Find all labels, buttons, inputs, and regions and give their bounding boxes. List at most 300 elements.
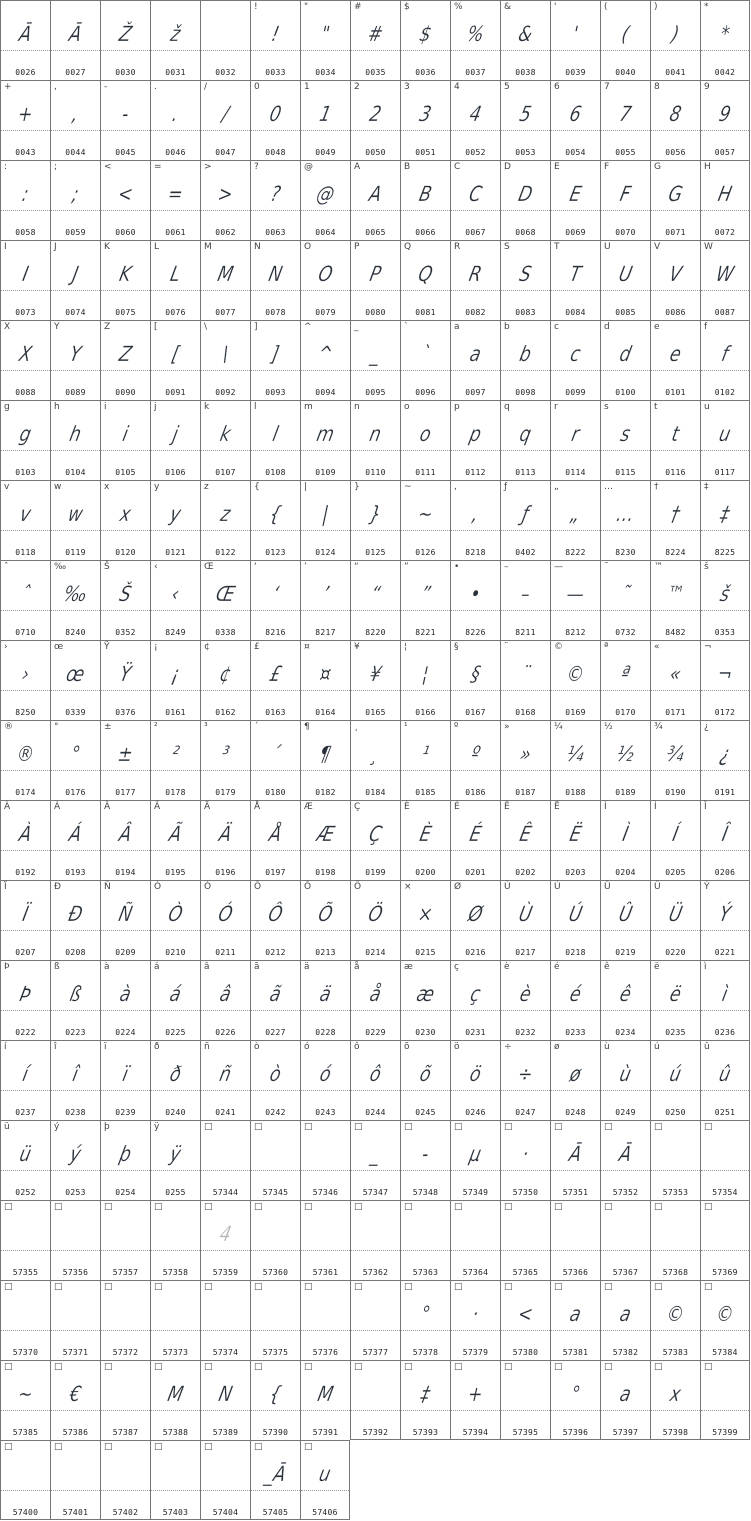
baseline-divider	[101, 1490, 150, 1491]
glyph-char-label: □	[54, 1282, 63, 1292]
glyph-char-label: ý	[54, 1122, 60, 1132]
glyph-cell	[650, 560, 700, 640]
glyph-char-label: z	[204, 482, 209, 492]
glyph-code: 8482	[665, 628, 686, 637]
baseline-divider	[51, 1010, 100, 1011]
glyph-cell	[250, 0, 300, 80]
glyph-sample: a	[617, 1382, 634, 1406]
glyph-sample: Ò	[166, 902, 185, 926]
glyph-cell	[400, 1120, 450, 1200]
glyph-char-label: ø	[554, 1042, 560, 1052]
glyph-char-label: □	[4, 1202, 13, 1212]
glyph-cell	[600, 1200, 650, 1280]
glyph-char-label: w	[54, 482, 62, 492]
glyph-code: 0237	[15, 1108, 36, 1117]
glyph-cell	[700, 400, 750, 480]
glyph-code: 0188	[565, 788, 586, 797]
glyph-cell	[600, 80, 650, 160]
glyph-code: 57349	[462, 1188, 489, 1197]
glyph-sample: a	[617, 1302, 634, 1326]
glyph-sample: :	[20, 182, 31, 206]
glyph-sample	[652, 1137, 699, 1171]
glyph-sample: „	[568, 502, 583, 526]
glyph-code: 57401	[62, 1508, 89, 1517]
glyph-code: 57368	[662, 1268, 689, 1277]
glyph-sample	[302, 1297, 349, 1331]
glyph-char-label: 8	[654, 82, 660, 92]
glyph-char-label: □	[604, 1122, 613, 1132]
glyph-cell	[600, 0, 650, 80]
glyph-sample: i	[120, 422, 131, 446]
glyph-cell	[450, 320, 500, 400]
baseline-divider	[301, 1490, 349, 1491]
glyph-code: 57392	[362, 1428, 389, 1437]
baseline-divider	[701, 1410, 749, 1411]
glyph-cell	[200, 480, 250, 560]
glyph-code: 0732	[615, 628, 636, 637]
baseline-divider	[651, 1090, 700, 1091]
glyph-sample: μ	[467, 1142, 484, 1166]
glyph-code: 0093	[265, 388, 286, 397]
baseline-divider	[351, 370, 400, 371]
glyph-char-label: r	[554, 402, 558, 412]
glyph-cell	[500, 1360, 550, 1440]
glyph-code: 0036	[415, 68, 436, 77]
baseline-divider	[351, 450, 400, 451]
glyph-char-label: □	[404, 1282, 413, 1292]
glyph-cell	[700, 80, 750, 160]
glyph-cell	[500, 1200, 550, 1280]
glyph-code: 0169	[565, 708, 586, 717]
baseline-divider	[201, 610, 250, 611]
glyph-sample: Ü	[666, 902, 685, 926]
glyph-sample	[252, 1297, 299, 1331]
glyph-code: 0061	[165, 228, 186, 237]
glyph-cell	[350, 880, 400, 960]
glyph-sample: —	[564, 582, 587, 606]
glyph-char-label: a	[454, 322, 460, 332]
glyph-cell	[400, 1360, 450, 1440]
glyph-sample: ×	[415, 902, 436, 926]
glyph-code: 0075	[115, 308, 136, 317]
baseline-divider	[651, 50, 700, 51]
glyph-cell	[350, 480, 400, 560]
glyph-sample	[352, 1377, 399, 1411]
glyph-sample: Ó	[216, 902, 235, 926]
baseline-divider	[101, 370, 150, 371]
glyph-cell	[500, 400, 550, 480]
glyph-sample: û	[716, 1062, 734, 1086]
baseline-divider	[201, 850, 250, 851]
glyph-char-label: ®	[4, 722, 13, 732]
glyph-code: 0234	[615, 1028, 636, 1037]
baseline-divider	[1, 1490, 50, 1491]
glyph-sample: ,	[470, 502, 481, 526]
glyph-cell	[400, 560, 450, 640]
glyph-sample: T	[567, 262, 584, 286]
glyph-char-label: □	[454, 1362, 463, 1372]
glyph-code: 57375	[262, 1348, 289, 1357]
glyph-code: 0224	[115, 1028, 136, 1037]
glyph-sample	[202, 1457, 249, 1491]
baseline-divider	[701, 210, 749, 211]
glyph-cell	[500, 720, 550, 800]
glyph-sample	[202, 17, 249, 51]
glyph-char-label: □	[204, 1122, 213, 1132]
glyph-cell	[400, 960, 450, 1040]
glyph-code: 0057	[714, 148, 736, 157]
baseline-divider	[501, 50, 550, 51]
baseline-divider	[1, 850, 50, 851]
glyph-char-label: t	[654, 402, 658, 412]
glyph-sample: <	[515, 1302, 536, 1326]
glyph-code: 0209	[115, 948, 136, 957]
glyph-char-label: ;	[54, 162, 58, 172]
baseline-divider	[51, 1250, 100, 1251]
glyph-cell	[500, 560, 550, 640]
glyph-cell	[300, 1040, 350, 1120]
glyph-cell	[550, 480, 600, 560]
glyph-char-label: ~	[404, 482, 412, 492]
glyph-sample: &	[516, 22, 535, 46]
glyph-cell	[450, 400, 500, 480]
glyph-char-label: □	[104, 1442, 113, 1452]
glyph-code: 0196	[215, 868, 236, 877]
glyph-char-label: ü	[4, 1122, 10, 1132]
glyph-code: 0069	[565, 228, 586, 237]
glyph-code: 57354	[712, 1188, 738, 1197]
glyph-cell	[550, 1040, 600, 1120]
glyph-cell	[150, 1040, 200, 1120]
glyph-cell	[650, 1040, 700, 1120]
glyph-cell	[400, 640, 450, 720]
glyph-cell	[200, 1440, 250, 1520]
glyph-sample: á	[167, 982, 184, 1006]
baseline-divider	[351, 1170, 400, 1171]
glyph-sample: M	[315, 1382, 336, 1406]
baseline-divider	[1, 610, 50, 611]
glyph-cell	[700, 1360, 750, 1440]
glyph-char-label: û	[704, 1042, 710, 1052]
glyph-sample: ú	[667, 1062, 684, 1086]
glyph-cell	[0, 560, 50, 640]
baseline-divider	[701, 290, 749, 291]
glyph-code: 0123	[265, 548, 286, 557]
glyph-code: 0253	[65, 1188, 86, 1197]
glyph-cell	[150, 400, 200, 480]
glyph-cell	[650, 0, 700, 80]
baseline-divider	[451, 770, 500, 771]
glyph-cell	[700, 880, 750, 960]
glyph-cell	[200, 1200, 250, 1280]
glyph-code: 8216	[265, 628, 286, 637]
glyph-code: 57387	[112, 1428, 139, 1437]
glyph-cell	[300, 1280, 350, 1360]
glyph-sample: ¹	[419, 742, 432, 766]
glyph-char-label: K	[104, 242, 110, 252]
baseline-divider	[401, 290, 450, 291]
glyph-sample: e	[667, 342, 684, 366]
glyph-code: 0101	[665, 388, 686, 397]
glyph-char-label: C	[454, 162, 461, 172]
glyph-code: 0190	[665, 788, 686, 797]
glyph-cell	[500, 240, 550, 320]
glyph-cell	[350, 1200, 400, 1280]
glyph-code: 0049	[315, 148, 336, 157]
glyph-code: 0214	[365, 948, 386, 957]
glyph-sample: ý	[67, 1142, 84, 1166]
glyph-code: 0039	[565, 68, 586, 77]
glyph-sample	[702, 1377, 749, 1411]
glyph-sample	[702, 1217, 749, 1251]
glyph-code: 57405	[262, 1508, 289, 1517]
glyph-code: 0115	[615, 468, 636, 477]
glyph-cell	[600, 160, 650, 240]
glyph-cell	[100, 0, 150, 80]
glyph-char-label: æ	[404, 962, 413, 972]
baseline-divider	[151, 1010, 200, 1011]
glyph-cell	[0, 320, 50, 400]
glyph-cell	[550, 640, 600, 720]
glyph-code: 0120	[115, 548, 136, 557]
glyph-char-label: Ù	[504, 882, 511, 892]
glyph-cell	[550, 1280, 600, 1360]
glyph-char-label: ï	[104, 1042, 107, 1052]
baseline-divider	[201, 930, 250, 931]
baseline-divider	[501, 1330, 550, 1331]
glyph-cell	[250, 80, 300, 160]
glyph-char-label: †	[654, 482, 659, 492]
baseline-divider	[701, 1090, 749, 1091]
glyph-code: 0192	[15, 868, 36, 877]
glyph-code: 0225	[165, 1028, 186, 1037]
glyph-char-label: -	[104, 82, 108, 92]
baseline-divider	[701, 370, 749, 371]
baseline-divider	[401, 690, 450, 691]
glyph-code: 0219	[615, 948, 636, 957]
glyph-code: 0229	[365, 1028, 386, 1037]
glyph-code: 0238	[65, 1108, 86, 1117]
glyph-cell	[500, 160, 550, 240]
glyph-char-label: G	[654, 162, 661, 172]
glyph-code: 0194	[115, 868, 136, 877]
glyph-char-label: 3	[404, 82, 410, 92]
baseline-divider	[601, 1010, 650, 1011]
glyph-sample: =	[165, 182, 186, 206]
glyph-code: 0096	[415, 388, 436, 397]
glyph-cell	[300, 1440, 350, 1520]
baseline-divider	[301, 530, 350, 531]
glyph-cell	[500, 480, 550, 560]
glyph-code: 0170	[615, 708, 636, 717]
glyph-cell	[700, 720, 750, 800]
baseline-divider	[151, 610, 200, 611]
glyph-char-label: %	[454, 2, 463, 12]
baseline-divider	[351, 50, 400, 51]
glyph-sample: ·	[470, 1302, 481, 1326]
glyph-char-label: œ	[54, 642, 64, 652]
baseline-divider	[151, 1490, 200, 1491]
glyph-code: 0239	[115, 1108, 136, 1117]
baseline-divider	[51, 1330, 100, 1331]
baseline-divider	[601, 770, 650, 771]
glyph-sample	[602, 1217, 649, 1251]
glyph-char-label: 5	[504, 82, 510, 92]
glyph-char-label: §	[454, 642, 459, 652]
glyph-char-label: Ã	[154, 802, 161, 812]
glyph-char-label: Z	[104, 322, 111, 332]
glyph-cell	[100, 1440, 150, 1520]
glyph-char-label: “	[354, 562, 359, 572]
glyph-char-label: "	[304, 2, 309, 12]
glyph-sample: _Ā	[262, 1462, 289, 1486]
glyph-sample: Û	[616, 902, 635, 926]
glyph-code: 0162	[215, 708, 236, 717]
glyph-cell	[250, 560, 300, 640]
glyph-cell	[100, 720, 150, 800]
baseline-divider	[551, 770, 600, 771]
baseline-divider	[51, 450, 100, 451]
glyph-sample: ?	[268, 182, 283, 206]
glyph-sample: ¸	[368, 742, 383, 766]
glyph-sample: õ	[417, 1062, 434, 1086]
glyph-cell	[250, 1280, 300, 1360]
glyph-char-label: F	[604, 162, 610, 172]
glyph-char-label: ¤	[304, 642, 310, 652]
glyph-cell	[350, 0, 400, 80]
glyph-cell	[400, 1200, 450, 1280]
baseline-divider	[351, 530, 400, 531]
baseline-divider	[51, 50, 100, 51]
glyph-sample: c	[568, 342, 583, 366]
glyph-sample: q	[517, 422, 534, 446]
baseline-divider	[51, 770, 100, 771]
glyph-sample: *	[718, 22, 732, 46]
glyph-sample: °	[68, 742, 83, 766]
glyph-code: 0100	[615, 388, 636, 397]
glyph-code: 0083	[515, 308, 536, 317]
glyph-sample: N	[216, 1382, 235, 1406]
glyph-sample: Å	[267, 822, 284, 846]
glyph-code: 0068	[515, 228, 536, 237]
baseline-divider	[201, 450, 250, 451]
glyph-code: 57350	[512, 1188, 539, 1197]
glyph-cell	[500, 80, 550, 160]
baseline-divider	[251, 1410, 300, 1411]
glyph-char-label: S	[504, 242, 510, 252]
glyph-sample: ó	[317, 1062, 334, 1086]
baseline-divider	[601, 450, 650, 451]
baseline-divider	[501, 1170, 550, 1171]
glyph-code: 57373	[162, 1348, 189, 1357]
glyph-sample: Þ	[17, 982, 34, 1006]
glyph-sample: Ž	[117, 22, 134, 46]
glyph-cell	[200, 640, 250, 720]
baseline-divider	[201, 210, 250, 211]
baseline-divider	[701, 690, 749, 691]
glyph-cell	[350, 960, 400, 1040]
glyph-code: 0249	[615, 1108, 636, 1117]
baseline-divider	[401, 370, 450, 371]
baseline-divider	[651, 690, 700, 691]
glyph-cell	[250, 400, 300, 480]
glyph-cell	[600, 880, 650, 960]
glyph-sample: ù	[617, 1062, 634, 1086]
glyph-cell	[100, 1200, 150, 1280]
glyph-char-label: □	[654, 1282, 663, 1292]
glyph-sample: ^	[315, 342, 336, 366]
glyph-char-label: T	[554, 242, 560, 252]
glyph-char-label: □	[654, 1362, 663, 1372]
glyph-cell	[550, 0, 600, 80]
glyph-sample: \	[220, 342, 231, 366]
glyph-sample	[552, 1217, 599, 1251]
glyph-cell	[300, 640, 350, 720]
glyph-char-label: _	[354, 322, 359, 332]
baseline-divider	[151, 1410, 200, 1411]
glyph-char-label: @	[304, 162, 313, 172]
glyph-cell	[250, 480, 300, 560]
glyph-sample: E	[567, 182, 584, 206]
glyph-code: 0167	[465, 708, 486, 717]
baseline-divider	[501, 770, 550, 771]
glyph-code: 0121	[165, 548, 186, 557]
glyph-code: 0111	[415, 468, 436, 477]
glyph-char-label: ?	[254, 162, 259, 172]
glyph-sample: U	[616, 262, 635, 286]
glyph-sample: Ù	[516, 902, 535, 926]
glyph-char-label: {	[254, 482, 260, 492]
glyph-char-label: é	[554, 962, 560, 972]
baseline-divider	[451, 850, 500, 851]
glyph-cell	[450, 1360, 500, 1440]
glyph-char-label: □	[654, 1202, 663, 1212]
glyph-code: 8220	[365, 628, 386, 637]
glyph-sample: º	[468, 742, 483, 766]
glyph-code: 0074	[65, 308, 86, 317]
glyph-char-label: 7	[604, 82, 610, 92]
glyph-code: 0217	[515, 948, 536, 957]
glyph-char-label: □	[404, 1362, 413, 1372]
glyph-sample: B	[417, 182, 434, 206]
glyph-char-label: 9	[704, 82, 710, 92]
glyph-sample: ¬	[715, 662, 735, 686]
glyph-code: 0210	[165, 948, 186, 957]
glyph-cell	[600, 480, 650, 560]
glyph-sample: D	[516, 182, 535, 206]
glyph-cell	[150, 1280, 200, 1360]
glyph-char-label: î	[54, 1042, 57, 1052]
glyph-sample	[302, 1137, 349, 1171]
glyph-sample: t	[669, 422, 682, 446]
glyph-code: 0203	[565, 868, 586, 877]
glyph-code: 57381	[562, 1348, 589, 1357]
glyph-char-label: ›	[4, 642, 8, 652]
baseline-divider	[451, 290, 500, 291]
baseline-divider	[101, 1410, 150, 1411]
glyph-char-label: W	[704, 242, 713, 252]
glyph-char-label: ²	[154, 722, 158, 732]
baseline-divider	[351, 690, 400, 691]
glyph-char-label: □	[154, 1282, 163, 1292]
glyph-code: 0077	[215, 308, 236, 317]
glyph-cell	[100, 960, 150, 1040]
glyph-sample: •	[467, 582, 484, 606]
glyph-char-label: ³	[204, 722, 208, 732]
glyph-char-label: b	[504, 322, 510, 332]
glyph-code: 0030	[115, 68, 136, 77]
glyph-code: 57374	[212, 1348, 239, 1357]
